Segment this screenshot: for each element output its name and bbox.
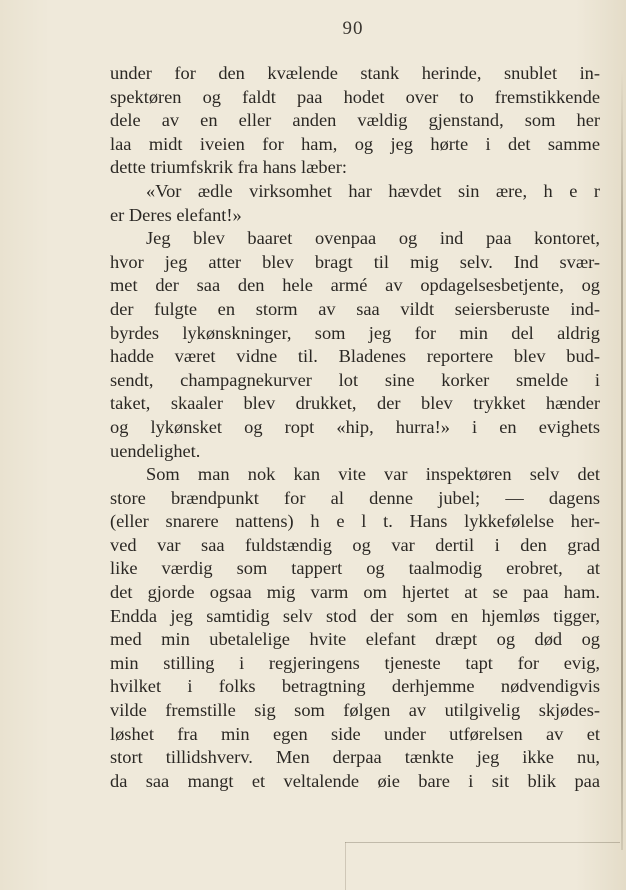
text-line: dette triumfskrik fra hans læber:	[110, 157, 347, 178]
text-line: like værdig som tappert og taalmodig erobret, at	[110, 558, 600, 579]
text-line: og lykønsket og ropt «hip, hurra!» i en evighets	[110, 416, 600, 437]
text-line: taket, skaaler blev drukket, der blev trykket hænder	[110, 393, 600, 414]
text-line: Endda jeg samtidig selv stod der som en hjemløs tigger,	[110, 605, 600, 626]
page-edge-bottom	[345, 842, 620, 843]
page-edge-corner	[345, 842, 346, 890]
text-line: der fulgte en storm av saa vildt seiersberuste ind-	[110, 298, 600, 319]
text-line: laa midt iveien for ham, og jeg hørte i det samme	[110, 133, 600, 154]
text-line: hvor jeg atter blev bragt til mig selv. Ind svær-	[110, 251, 600, 272]
text-line: ved var saa fuldstændig og var dertil i den grad	[110, 534, 600, 555]
text-line: vilde fremstille sig som følgen av utilgivelig skjødes-	[110, 700, 600, 721]
text-line: uendelighet.	[110, 440, 201, 461]
text-line: met der saa den hele armé av opdagelsesbetjente, og	[110, 275, 600, 296]
text-line: da saa mangt et veltalende øie bare i sit blik paa	[110, 770, 600, 791]
text-line: Som man nok kan vite var inspektøren selv det	[146, 464, 600, 485]
text-line: er Deres elefant!»	[110, 204, 242, 225]
text-line: (eller snarere nattens) h e l t. Hans lykkefølelse her-	[110, 511, 600, 532]
text-line: spektøren og faldt paa hodet over to fremstikkende	[110, 86, 600, 107]
text-line: byrdes lykønskninger, som jeg for min del aldrig	[110, 322, 600, 343]
text-line: sendt, champagnekurver lot sine korker smelde i	[110, 369, 600, 390]
text-line: stort tillidshverv. Men derpaa tænkte jeg ikke nu,	[110, 747, 600, 768]
page-edge-right	[621, 70, 623, 850]
text-line: hadde været vidne til. Bladenes reportere blev bud-	[110, 346, 600, 367]
text-line: hvilket i folks betragtning derhjemme nødvendigvis	[110, 676, 600, 697]
text-line: store brændpunkt for al denne jubel; — dagens	[110, 487, 600, 508]
text-line: under for den kvælende stank herinde, snublet in-	[110, 63, 600, 83]
text-line: det gjorde ogsaa mig varm om hjertet at se paa ham.	[110, 582, 600, 603]
text-line: Jeg blev baaret ovenpaa og ind paa kontoret,	[146, 228, 600, 249]
text-line: med min ubetalelige hvite elefant dræpt og død og	[110, 629, 600, 650]
text-line: min stilling i regjeringens tjeneste tapt for evig,	[110, 652, 600, 673]
body-text	[110, 62, 600, 793]
text-line: «Vor ædle virksomhet har hævdet sin ære, h e r	[146, 180, 600, 201]
text-line: løshet fra min egen side under utførelsen av et	[110, 723, 600, 744]
text-line: dele av en eller anden vældig gjenstand, som her	[110, 110, 600, 131]
page-number: 90	[342, 18, 364, 39]
